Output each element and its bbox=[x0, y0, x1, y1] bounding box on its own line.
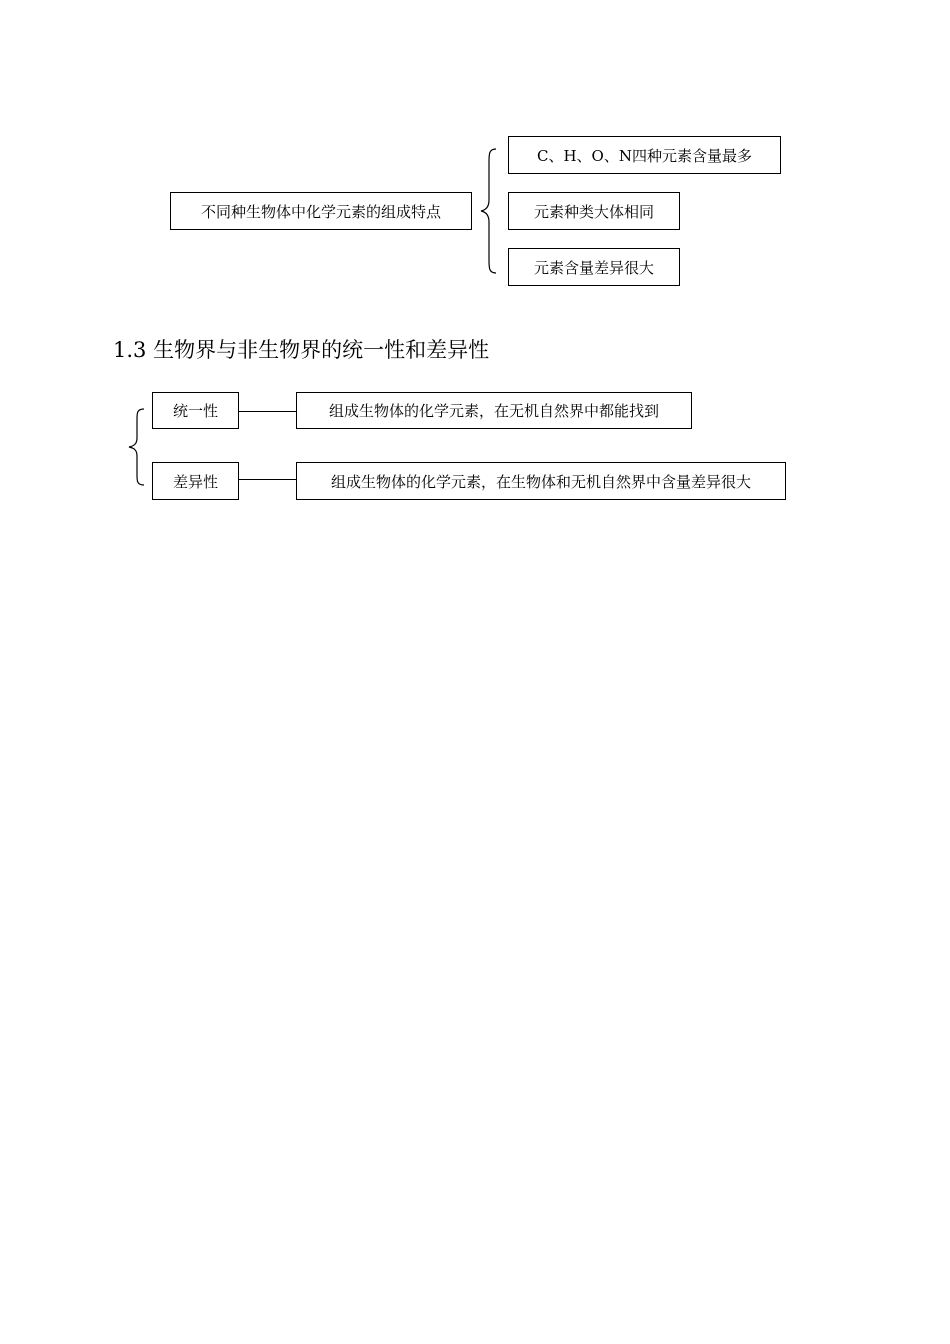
unity-label: 统一性 bbox=[172, 402, 218, 420]
branch-box-2 bbox=[508, 192, 680, 230]
unity-description-box bbox=[296, 392, 692, 429]
branch-box-1 bbox=[508, 136, 781, 174]
unity-description: 组成生物体的化学元素，在无机自然界中都能找到 bbox=[328, 402, 659, 420]
brace-diagram2 bbox=[126, 408, 148, 486]
unity-label-box bbox=[152, 392, 239, 429]
brace-diagram1 bbox=[478, 148, 500, 274]
difference-label-box bbox=[152, 462, 239, 500]
branch-label-2: 元素种类大体相同 bbox=[533, 202, 654, 221]
root-concept-box bbox=[170, 192, 472, 230]
section-heading: 1.3 生物界与非生物界的统一性和差异性 bbox=[113, 338, 490, 362]
root-concept-label: 不同种生物体中化学元素的组成特点 bbox=[200, 202, 441, 221]
difference-connector-line bbox=[239, 479, 296, 480]
branch-box-3 bbox=[508, 248, 680, 286]
difference-description: 组成生物体的化学元素，在生物体和无机自然界中含量差异很大 bbox=[330, 472, 751, 491]
unity-connector-line bbox=[239, 411, 296, 412]
branch-label-3: 元素含量差异很大 bbox=[533, 258, 654, 277]
difference-description-box bbox=[296, 462, 786, 500]
difference-label: 差异性 bbox=[172, 472, 218, 491]
branch-label-1: C、H、O、N四种元素含量最多 bbox=[537, 146, 752, 165]
